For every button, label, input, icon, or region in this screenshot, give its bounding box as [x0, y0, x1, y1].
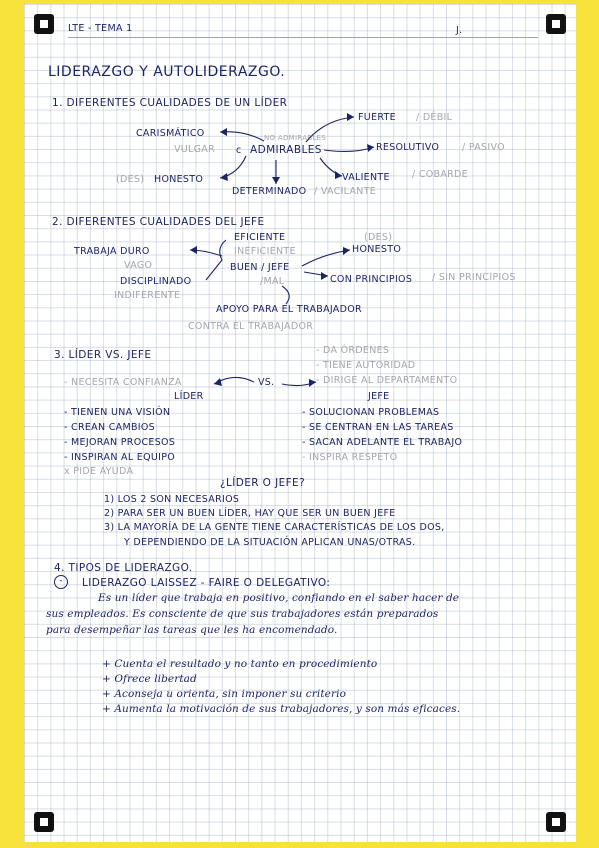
quality-carismatico: CARISMÁTICO — [136, 128, 205, 139]
jefe-honesto: HONESTO — [352, 244, 402, 255]
quality-vulgar: VULGAR — [174, 144, 216, 155]
jefe-gray-2: - TIENE AUTORIDAD — [316, 360, 416, 371]
jefe-gray-3: - DIRIGE AL DEPARTAMENTO — [316, 375, 458, 386]
answer-2: 2) PARA SER UN BUEN LÍDER, HAY QUE SER UN BUEN JEFE — [104, 508, 396, 519]
jefe-ineficiente: INEFICIENTE — [234, 246, 296, 257]
answer-1: 1) LOS 2 SON NECESARIOS — [104, 494, 240, 505]
notebook-page — [24, 4, 576, 842]
jefe-gray-1: - DA ÓRDENES — [316, 345, 390, 356]
arrowhead-honesto — [220, 173, 228, 181]
center-no-admirables: NO ADMIRABLES — [264, 134, 327, 142]
answer-3: 3) LA MAYORÍA DE LA GENTE TIENE CARACTERÍSTICAS DE LOS DOS, — [104, 522, 445, 533]
jefe-label: JEFE — [368, 391, 390, 402]
quality-valiente: VALIENTE — [342, 172, 390, 183]
jefe-indiferente: INDIFERENTE — [114, 290, 181, 301]
section-1-heading: 1. DIFERENTES CUALIDADES DE UN LÍDER — [52, 97, 288, 109]
section-2-heading: 2. DIFERENTES CUALIDADES DEL JEFE — [52, 216, 265, 228]
center-admirables: ADMIRABLES — [250, 144, 322, 156]
section-3-heading: 3. LÍDER VS. JEFE — [54, 349, 152, 361]
arrowhead-determinado — [272, 177, 280, 184]
quality-honesto: HONESTO — [154, 174, 204, 185]
header-topic: LTE - TEMA 1 — [68, 23, 133, 34]
paragraph-line-3: para desempeñar las tareas que les ha encomendado. — [46, 624, 338, 636]
jefe-center: BUEN / JEFE — [230, 262, 290, 273]
bullet-4: + Aumenta la motivación de sus trabajadores, y son más eficaces. — [102, 703, 461, 715]
arrowhead-carismatico — [220, 128, 227, 136]
jefe-item-3: - SACAN ADELANTE EL TRABAJO — [302, 437, 463, 448]
lider-label: LÍDER — [174, 391, 204, 402]
jefe-contra: CONTRA EL TRABAJADOR — [188, 321, 314, 332]
arrowhead-valiente — [335, 171, 342, 179]
jefe-trabaja-duro: TRABAJA DURO — [74, 246, 150, 257]
paragraph-line-1: Es un líder que trabaja en positivo, confiando en el saber hacer de — [98, 592, 460, 604]
connector-arrows — [24, 4, 576, 842]
jefe-des: (DES) — [364, 232, 393, 243]
answer-3-cont: Y DEPENDIENDO DE LA SITUACIÓN APLICAN UNAS/OTRAS. — [124, 537, 416, 548]
jefe-extra: - INSPIRA RESPETO — [302, 452, 398, 463]
bullet-1: + Cuenta el resultado y no tanto en procedimiento — [102, 658, 378, 670]
arrowhead-vs-right — [309, 379, 316, 387]
jefe-item-1: - SOLUCIONAN PROBLEMAS — [302, 407, 440, 418]
quality-determinado: DETERMINADO — [232, 186, 307, 197]
header-mark: J. — [456, 25, 463, 36]
bullet-3: + Aconseja u orienta, sin imponer su criterio — [102, 688, 346, 700]
arrowhead-con-principios — [321, 272, 328, 280]
arrowhead-vs-left — [214, 378, 222, 386]
jefe-con-principios: CON PRINCIPIOS — [330, 274, 413, 285]
lider-item-4: - INSPIRAN AL EQUIPO — [64, 452, 176, 463]
quality-debil: / DÉBIL — [416, 112, 453, 123]
circle-marker: - — [54, 575, 68, 589]
quality-des: (DES) — [116, 174, 145, 185]
lider-item-3: - MEJORAN PROCESOS — [64, 437, 176, 448]
arrowhead-trabaja-duro — [190, 246, 197, 254]
jefe-disciplinado: DISCIPLINADO — [120, 276, 192, 287]
quality-resolutivo: RESOLUTIVO — [376, 142, 440, 153]
lider-o-jefe-question: ¿LÍDER O JEFE? — [220, 477, 306, 489]
subheading-laissez-faire: LIDERAZGO LAISSEZ - FAIRE O DELEGATIVO: — [82, 577, 331, 589]
arrow-to-valiente — [320, 158, 342, 176]
lider-extra: x PIDE AYUDA — [64, 466, 134, 477]
jefe-center-mal: /MAL — [260, 276, 285, 287]
quality-fuerte: FUERTE — [358, 112, 396, 123]
bracket-bottom-jefe — [282, 286, 289, 304]
page-title: LIDERAZGO Y AUTOLIDERAZGO. — [48, 64, 286, 80]
jefe-eficiente: EFICIENTE — [234, 232, 286, 243]
arrow-to-resolutivo — [324, 147, 374, 151]
arrow-to-honesto-jefe — [302, 250, 350, 266]
vs-label: VS. — [258, 377, 275, 388]
quality-pasivo: / PASIVO — [462, 142, 505, 153]
lider-item-2: - CREAN CAMBIOS — [64, 422, 155, 433]
lider-gray-1: - NECESITA CONFIANZA — [64, 377, 182, 388]
jefe-sin-principios: / SIN PRINCIPIOS — [432, 272, 516, 283]
paragraph-line-2: sus empleados. Es consciente de que sus trabajadores están preparados — [46, 608, 439, 620]
arrowhead-resolutivo — [367, 144, 374, 152]
arrow-to-fuerte — [306, 117, 354, 142]
lider-item-1: - TIENEN UNA VISIÓN — [64, 407, 171, 418]
arrowhead-fuerte — [347, 113, 354, 121]
arrow-to-honesto — [220, 156, 246, 178]
bracket-left-jefe — [206, 240, 226, 280]
arrowhead-honesto-jefe — [343, 247, 350, 255]
jefe-apoyo: APOYO PARA EL TRABAJADOR — [216, 304, 362, 315]
center-prefix: c — [236, 145, 242, 156]
jefe-item-2: - SE CENTRAN EN LAS TAREAS — [302, 422, 454, 433]
quality-vacilante: / VACILANTE — [314, 186, 377, 197]
bullet-2: + Ofrece libertad — [102, 673, 197, 685]
quality-cobarde: / COBARDE — [412, 169, 468, 180]
jefe-vago: VAGO — [124, 260, 153, 271]
section-4-heading: 4. TIPOS DE LIDERAZGO. — [54, 562, 193, 574]
